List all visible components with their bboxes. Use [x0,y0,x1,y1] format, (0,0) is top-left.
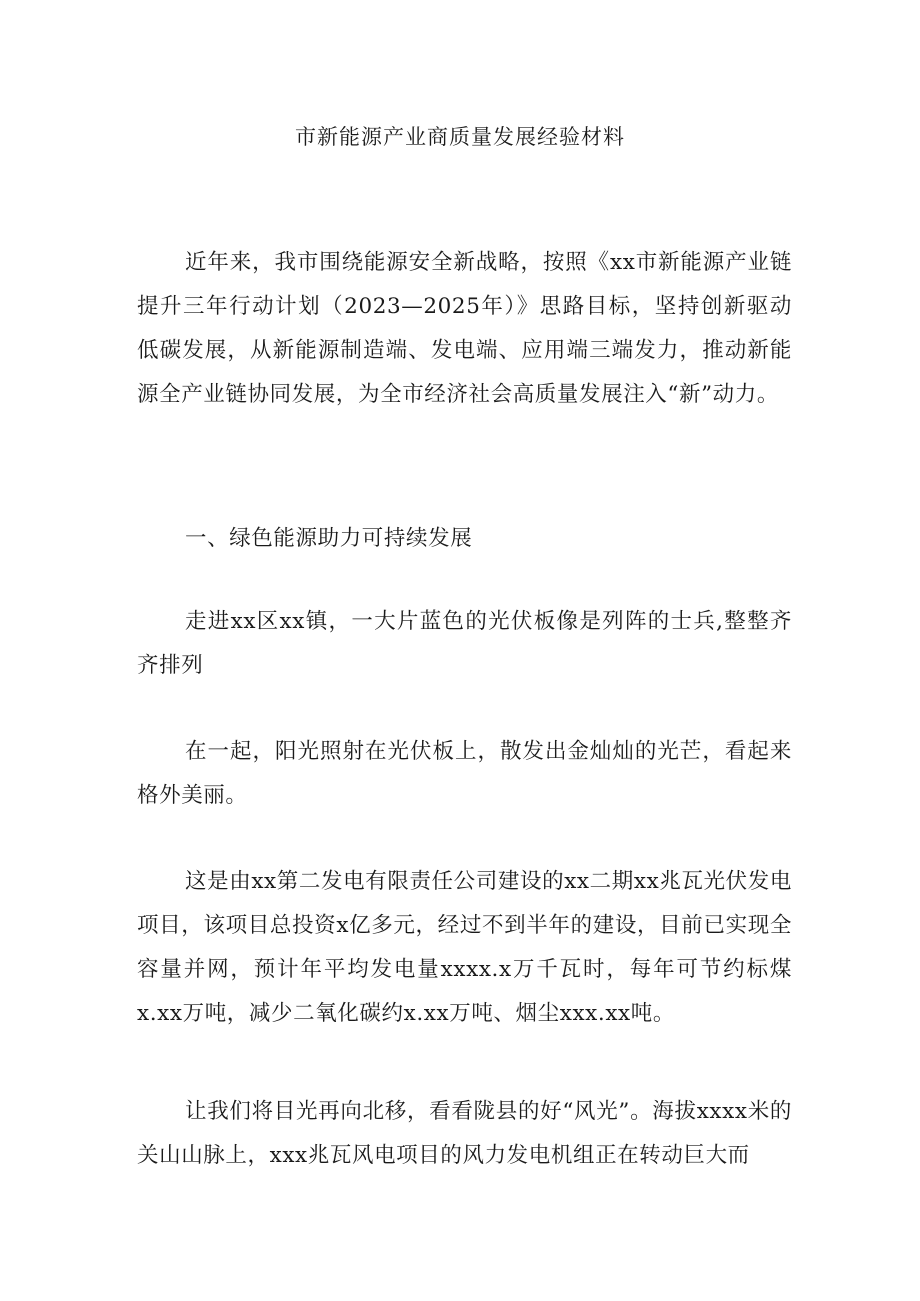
document-title: 市新能源产业商质量发展经验材料 [295,125,625,149]
body-paragraph: 走进xx区xx镇，一大片蓝色的光伏板像是列阵的士兵,整整齐齐排列 [137,609,792,678]
body-paragraph: 这是由xx第二发电有限责任公司建设的xx二期xx兆瓦光伏发电项目，该项目总投资x亿多元，经过不到半年的建设，目前已实现全容量并网，预计年平均发电量xxxx.x万千瓦时，每年可节约标煤x.xx万吨，减少二氧化碳约x.xx万吨、烟尘xxx.xx吨。 [137,869,792,1026]
intro-paragraph: 近年来，我市围绕能源安全新战略，按照《xx市新能源产业链提升三年行动计划（2023—2025年）》思路目标，坚持创新驱动低碳发展，从新能源制造端、发电端、应用端三端发力，推动新能源全产业链协同发展，为全市经济社会高质量发展注入“新”动力。 [137,250,792,407]
body-paragraph: 在一起，阳光照射在光伏板上，散发出金灿灿的光芒，看起来格外美丽。 [137,739,792,808]
section-heading: 一、绿色能源助力可持续发展 [185,526,473,551]
body-paragraph: 让我们将目光再向北移，看看陇县的好“风光”。海拔xxxx米的关山山脉上，xxx兆瓦风电项目的风力发电机组正在转动巨大而 [137,1099,792,1168]
